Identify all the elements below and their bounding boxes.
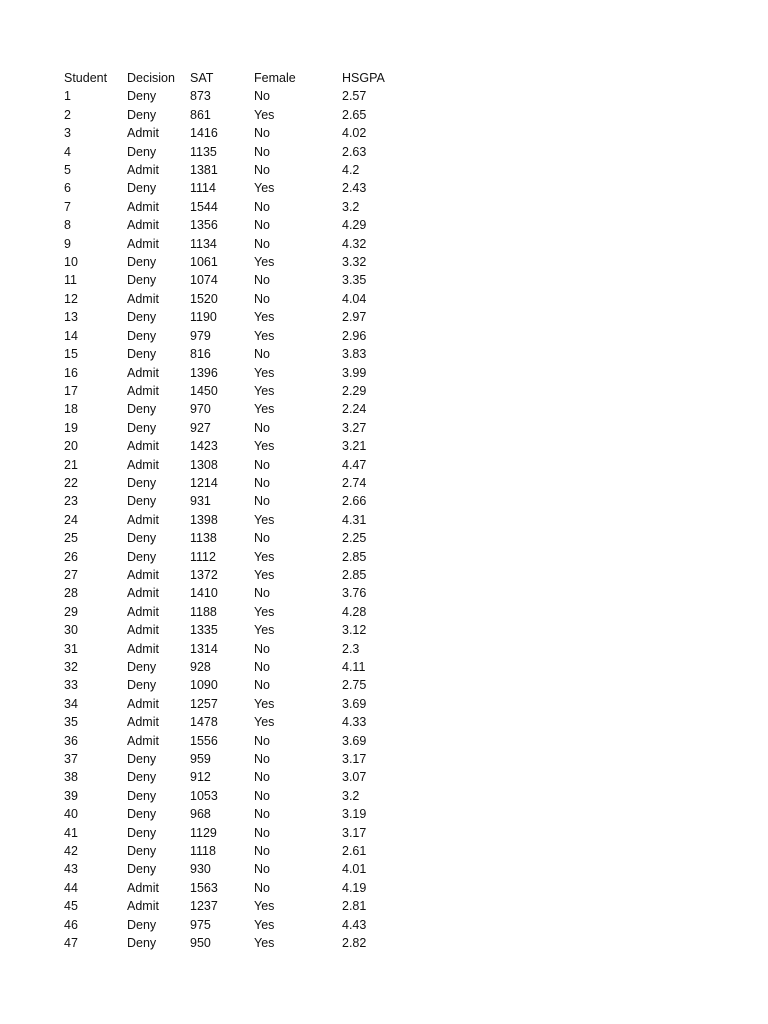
cell-female: Yes (254, 899, 275, 914)
cell-female: No (254, 199, 270, 214)
header-hsgpa: HSGPA (342, 71, 385, 85)
table-row (64, 474, 402, 492)
cell-hsgpa: 4.11 (342, 660, 366, 674)
cell-decision: Deny (127, 475, 157, 490)
cell-decision: Deny (127, 347, 157, 362)
cell-sat: 1188 (190, 604, 217, 619)
cell-decision: Deny (127, 144, 157, 159)
cell-female: No (254, 586, 270, 601)
cell-decision: Admit (127, 623, 159, 638)
table-row (64, 198, 402, 216)
table-body (64, 87, 402, 952)
cell-decision: Admit (127, 586, 159, 601)
cell-female: Yes (254, 715, 275, 730)
cell-student: 35 (64, 715, 78, 730)
table-row (64, 124, 402, 142)
cell-sat: 1118 (190, 844, 216, 859)
cell-decision: Admit (127, 880, 159, 895)
cell-student: 3 (64, 126, 71, 141)
cell-student: 34 (64, 696, 78, 711)
cell-sat: 1138 (190, 531, 217, 546)
cell-hsgpa: 2.97 (342, 310, 367, 325)
cell-female: No (254, 347, 270, 362)
table-row (64, 916, 402, 934)
table-row (64, 253, 402, 271)
cell-sat: 1134 (190, 236, 217, 251)
table-row (64, 934, 402, 952)
cell-decision: Admit (127, 512, 159, 527)
cell-sat: 1381 (190, 163, 218, 178)
cell-decision: Deny (127, 770, 157, 785)
cell-hsgpa: 3.83 (342, 347, 367, 362)
cell-female: No (254, 420, 270, 435)
cell-student: 28 (64, 586, 78, 601)
cell-decision: Deny (127, 936, 157, 951)
table-row (64, 566, 402, 584)
cell-sat: 968 (190, 807, 211, 822)
cell-student: 12 (64, 291, 78, 306)
cell-student: 7 (64, 199, 71, 214)
cell-student: 14 (64, 328, 78, 343)
cell-student: 39 (64, 788, 78, 803)
cell-student: 13 (64, 310, 78, 325)
cell-female: No (254, 807, 270, 822)
cell-female: No (254, 126, 270, 141)
table-row (64, 161, 402, 179)
cell-decision: Admit (127, 604, 159, 619)
cell-female: Yes (254, 623, 275, 638)
cell-female: No (254, 291, 270, 306)
table-row (64, 750, 402, 768)
cell-decision: Deny (127, 825, 157, 840)
cell-female: Yes (254, 936, 275, 951)
cell-sat: 970 (190, 402, 211, 417)
cell-decision: Deny (127, 531, 157, 546)
cell-hsgpa: 2.74 (342, 475, 367, 490)
cell-female: Yes (254, 439, 275, 454)
cell-female: Yes (254, 696, 275, 711)
cell-decision: Deny (127, 310, 157, 325)
cell-sat: 931 (190, 494, 211, 509)
cell-female: No (254, 531, 270, 546)
cell-decision: Admit (127, 291, 159, 306)
cell-hsgpa: 3.19 (342, 807, 367, 822)
cell-student: 6 (64, 181, 71, 196)
cell-female: Yes (254, 549, 275, 564)
cell-female: No (254, 641, 270, 656)
cell-hsgpa: 4.31 (342, 512, 367, 527)
cell-student: 2 (64, 107, 71, 122)
table-row (64, 584, 402, 602)
cell-sat: 1410 (190, 586, 218, 601)
cell-female: Yes (254, 512, 275, 527)
cell-student: 22 (64, 475, 78, 490)
cell-sat: 1423 (190, 439, 218, 454)
cell-female: No (254, 144, 270, 159)
cell-sat: 979 (190, 328, 211, 343)
cell-hsgpa: 2.63 (342, 144, 367, 159)
header-sat: SAT (190, 71, 214, 85)
cell-decision: Admit (127, 457, 159, 472)
cell-sat: 1450 (190, 383, 218, 398)
cell-female: No (254, 678, 270, 693)
cell-decision: Deny (127, 420, 157, 435)
table-row (64, 437, 402, 455)
cell-sat: 873 (190, 89, 211, 104)
cell-student: 23 (64, 494, 78, 509)
cell-decision: Admit (127, 899, 159, 914)
cell-hsgpa: 4.2 (342, 163, 360, 178)
cell-sat: 1335 (190, 623, 218, 638)
cell-decision: Admit (127, 439, 159, 454)
table-row (64, 805, 402, 823)
cell-sat: 959 (190, 752, 211, 767)
cell-hsgpa: 4.32 (342, 236, 367, 251)
cell-hsgpa: 2.75 (342, 678, 367, 693)
cell-female: No (254, 494, 270, 509)
cell-decision: Admit (127, 696, 159, 711)
cell-decision: Admit (127, 733, 159, 748)
cell-female: No (254, 880, 270, 895)
cell-student: 25 (64, 531, 78, 546)
cell-decision: Deny (127, 402, 157, 417)
cell-decision: Deny (127, 788, 157, 803)
cell-hsgpa: 3.35 (342, 273, 367, 288)
table-row (64, 603, 402, 621)
cell-sat: 1237 (190, 899, 218, 914)
cell-hsgpa: 3.69 (342, 696, 367, 711)
cell-decision: Deny (127, 328, 157, 343)
cell-female: No (254, 844, 270, 859)
table-row (64, 87, 402, 105)
cell-student: 27 (64, 567, 78, 582)
cell-hsgpa: 3.69 (342, 733, 367, 748)
cell-student: 36 (64, 733, 78, 748)
table-row (64, 143, 402, 161)
cell-hsgpa: 3.32 (342, 255, 367, 270)
table-row (64, 842, 402, 860)
table-row (64, 713, 402, 731)
cell-decision: Deny (127, 752, 157, 767)
cell-decision: Deny (127, 549, 157, 564)
cell-female: No (254, 825, 270, 840)
cell-decision: Admit (127, 715, 159, 730)
cell-sat: 1112 (190, 549, 216, 564)
table-row (64, 676, 402, 694)
cell-student: 4 (64, 144, 71, 159)
table-row (64, 492, 402, 510)
cell-hsgpa: 2.96 (342, 328, 367, 343)
cell-female: Yes (254, 567, 275, 582)
cell-decision: Deny (127, 862, 157, 877)
cell-decision: Admit (127, 641, 159, 656)
cell-hsgpa: 4.28 (342, 604, 367, 619)
cell-decision: Admit (127, 199, 159, 214)
cell-student: 8 (64, 218, 71, 233)
table-row (64, 768, 402, 786)
cell-female: No (254, 163, 270, 178)
cell-sat: 927 (190, 420, 211, 435)
cell-student: 24 (64, 512, 78, 527)
cell-hsgpa: 2.65 (342, 107, 367, 122)
cell-female: No (254, 273, 270, 288)
cell-decision: Admit (127, 126, 159, 141)
table-row (64, 400, 402, 418)
cell-student: 32 (64, 660, 78, 674)
cell-sat: 930 (190, 862, 211, 877)
cell-sat: 1308 (190, 457, 218, 472)
cell-student: 1 (64, 89, 71, 104)
cell-student: 11 (64, 273, 77, 288)
cell-sat: 1398 (190, 512, 218, 527)
cell-female: Yes (254, 917, 275, 932)
cell-student: 18 (64, 402, 78, 417)
cell-female: No (254, 788, 270, 803)
cell-hsgpa: 2.85 (342, 549, 367, 564)
table-row (64, 216, 402, 234)
cell-hsgpa: 2.3 (342, 641, 360, 656)
cell-female: No (254, 733, 270, 748)
cell-hsgpa: 4.01 (342, 862, 367, 877)
cell-decision: Deny (127, 917, 157, 932)
cell-hsgpa: 2.61 (342, 844, 367, 859)
cell-student: 33 (64, 678, 78, 693)
cell-female: No (254, 770, 270, 785)
cell-sat: 975 (190, 917, 211, 932)
cell-female: Yes (254, 365, 275, 380)
cell-female: Yes (254, 181, 275, 196)
cell-student: 17 (64, 383, 78, 398)
cell-student: 38 (64, 770, 78, 785)
cell-female: No (254, 752, 270, 767)
table-row (64, 308, 402, 326)
cell-hsgpa: 4.19 (342, 880, 367, 895)
table-row (64, 879, 402, 897)
cell-decision: Admit (127, 218, 159, 233)
cell-hsgpa: 3.12 (342, 623, 367, 638)
header-decision: Decision (127, 71, 175, 85)
cell-hsgpa: 4.43 (342, 917, 367, 932)
cell-sat: 1396 (190, 365, 218, 380)
table-row (64, 511, 402, 529)
cell-decision: Deny (127, 494, 157, 509)
cell-female: Yes (254, 310, 275, 325)
cell-female: No (254, 457, 270, 472)
cell-hsgpa: 3.2 (342, 788, 360, 803)
cell-sat: 1257 (190, 696, 218, 711)
cell-hsgpa: 4.47 (342, 457, 367, 472)
cell-hsgpa: 4.02 (342, 126, 367, 141)
cell-hsgpa: 3.27 (342, 420, 367, 435)
cell-student: 26 (64, 549, 78, 564)
cell-sat: 1372 (190, 567, 218, 582)
cell-female: No (254, 89, 270, 104)
cell-sat: 950 (190, 936, 211, 951)
cell-decision: Deny (127, 678, 157, 693)
cell-sat: 1478 (190, 715, 218, 730)
cell-sat: 1135 (190, 144, 217, 159)
data-table (64, 69, 402, 953)
cell-sat: 1314 (190, 641, 218, 656)
table-row (64, 271, 402, 289)
cell-hsgpa: 4.04 (342, 291, 367, 306)
cell-sat: 1544 (190, 199, 218, 214)
cell-female: Yes (254, 402, 275, 417)
table-row (64, 658, 402, 676)
cell-hsgpa: 3.76 (342, 586, 367, 601)
cell-student: 15 (64, 347, 78, 362)
cell-decision: Admit (127, 567, 159, 582)
cell-sat: 1053 (190, 788, 218, 803)
cell-hsgpa: 3.21 (342, 439, 367, 454)
cell-female: No (254, 236, 270, 251)
cell-hsgpa: 4.29 (342, 218, 367, 233)
cell-female: No (254, 660, 270, 674)
cell-hsgpa: 2.24 (342, 402, 367, 417)
table-row (64, 548, 402, 566)
cell-student: 41 (64, 825, 78, 840)
cell-female: No (254, 475, 270, 490)
cell-sat: 1129 (190, 825, 217, 840)
table-row (64, 860, 402, 878)
table-row (64, 364, 402, 382)
table-row (64, 897, 402, 915)
cell-hsgpa: 2.25 (342, 531, 367, 546)
cell-decision: Deny (127, 255, 157, 270)
cell-hsgpa: 2.57 (342, 89, 367, 104)
cell-student: 43 (64, 862, 78, 877)
cell-sat: 1356 (190, 218, 218, 233)
cell-student: 40 (64, 807, 78, 822)
cell-sat: 1416 (190, 126, 218, 141)
cell-student: 42 (64, 844, 78, 859)
cell-hsgpa: 2.85 (342, 567, 367, 582)
cell-decision: Deny (127, 107, 157, 122)
cell-student: 10 (64, 255, 78, 270)
table-row (64, 179, 402, 197)
cell-female: Yes (254, 328, 275, 343)
cell-student: 45 (64, 899, 78, 914)
cell-hsgpa: 2.43 (342, 181, 367, 196)
header-row (64, 69, 402, 87)
cell-decision: Deny (127, 89, 157, 104)
cell-hsgpa: 4.33 (342, 715, 367, 730)
cell-sat: 1074 (190, 273, 218, 288)
table-row (64, 419, 402, 437)
cell-decision: Deny (127, 660, 157, 674)
cell-hsgpa: 3.17 (342, 825, 367, 840)
cell-sat: 1214 (190, 475, 218, 490)
cell-student: 46 (64, 917, 78, 932)
cell-sat: 1090 (190, 678, 218, 693)
cell-student: 16 (64, 365, 78, 380)
cell-decision: Deny (127, 181, 157, 196)
cell-female: Yes (254, 255, 275, 270)
cell-sat: 1563 (190, 880, 218, 895)
cell-sat: 1520 (190, 291, 218, 306)
cell-sat: 1114 (190, 181, 216, 196)
cell-student: 5 (64, 163, 71, 178)
cell-hsgpa: 2.81 (342, 899, 367, 914)
cell-decision: Admit (127, 163, 159, 178)
table-row (64, 327, 402, 345)
cell-sat: 928 (190, 660, 211, 674)
cell-student: 44 (64, 880, 78, 895)
cell-student: 31 (64, 641, 78, 656)
table-row (64, 695, 402, 713)
table-row (64, 787, 402, 805)
cell-decision: Admit (127, 236, 159, 251)
cell-female: Yes (254, 604, 275, 619)
cell-hsgpa: 3.2 (342, 199, 360, 214)
cell-sat: 816 (190, 347, 211, 362)
cell-student: 29 (64, 604, 78, 619)
header-student: Student (64, 71, 108, 85)
cell-student: 37 (64, 752, 78, 767)
cell-student: 20 (64, 439, 78, 454)
table-row (64, 235, 402, 253)
table-row (64, 106, 402, 124)
cell-student: 30 (64, 623, 78, 638)
cell-decision: Deny (127, 273, 157, 288)
cell-sat: 912 (190, 770, 211, 785)
cell-sat: 1190 (190, 310, 217, 325)
cell-hsgpa: 3.99 (342, 365, 367, 380)
cell-hsgpa: 2.29 (342, 383, 367, 398)
cell-student: 47 (64, 936, 78, 951)
table-row (64, 824, 402, 842)
cell-student: 9 (64, 236, 71, 251)
cell-hsgpa: 3.07 (342, 770, 367, 785)
cell-sat: 1556 (190, 733, 218, 748)
cell-female: Yes (254, 383, 275, 398)
table-row (64, 640, 402, 658)
cell-hsgpa: 2.82 (342, 936, 367, 951)
table-row (64, 621, 402, 639)
cell-female: Yes (254, 107, 275, 122)
cell-student: 21 (64, 457, 78, 472)
header-female: Female (254, 71, 296, 85)
cell-female: No (254, 218, 270, 233)
table-row (64, 345, 402, 363)
table-row (64, 456, 402, 474)
cell-decision: Deny (127, 844, 157, 859)
table-row (64, 382, 402, 400)
cell-hsgpa: 3.17 (342, 752, 367, 767)
cell-hsgpa: 2.66 (342, 494, 367, 509)
table-row (64, 290, 402, 308)
cell-sat: 1061 (190, 255, 218, 270)
cell-decision: Admit (127, 383, 159, 398)
cell-student: 19 (64, 420, 78, 435)
table-row (64, 732, 402, 750)
cell-female: No (254, 862, 270, 877)
cell-decision: Admit (127, 365, 159, 380)
cell-sat: 861 (190, 107, 211, 122)
table-row (64, 529, 402, 547)
cell-decision: Deny (127, 807, 157, 822)
